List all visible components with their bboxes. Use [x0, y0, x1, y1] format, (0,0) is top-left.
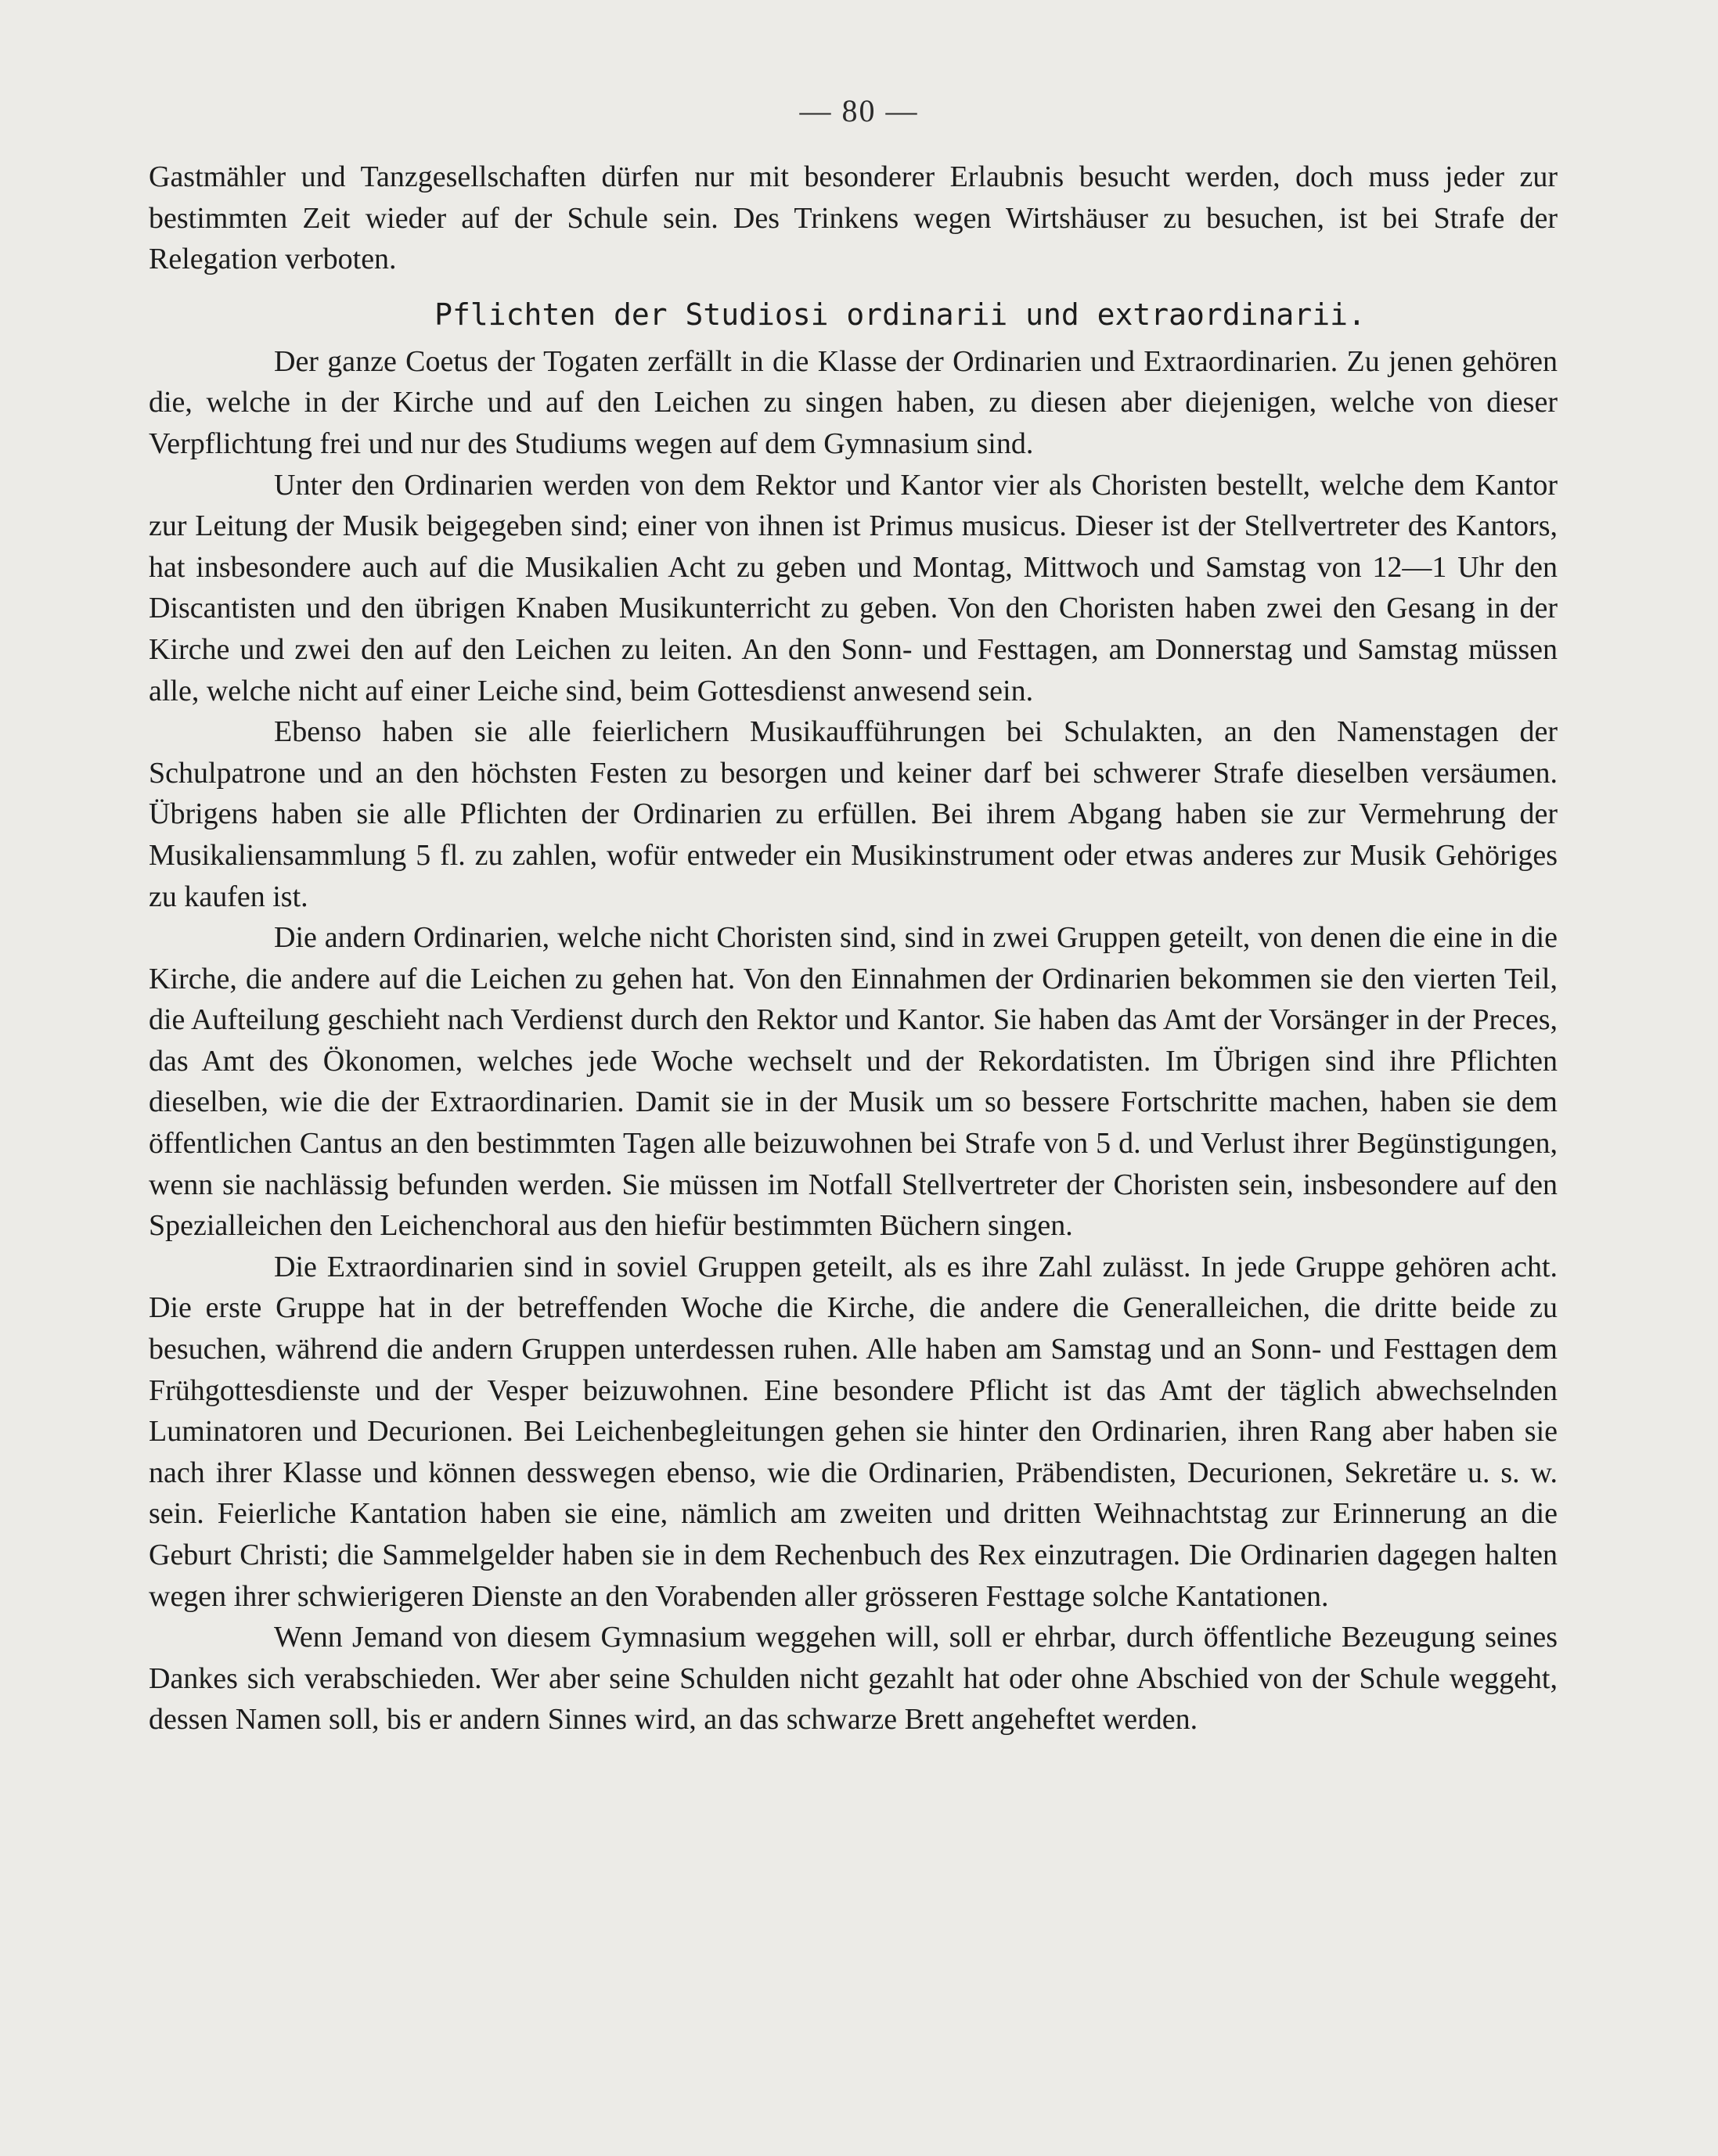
intro-paragraph: Gastmähler und Tanzgesellschaften dürfen nur mit besonderer Erlaubnis besucht werden, doch muss jeder zur bestimmten Zeit wieder auf der Schule sein. Des Trinkens wegen Wirtshäuser zu besuchen, ist bei Strafe der Relegation verboten.	[149, 160, 1558, 276]
paragraph-musikauffuehrungen: Ebenso haben sie alle feierlichern Musikaufführungen bei Schulakten, an den Namenstagen der Schulpatrone und an den höchsten Festen zu besorgen und keiner darf bei schwerer Strafe dieselben versäumen. Übrigens haben sie alle Pflichten der Ordinarien zu erfüllen. Bei ihrem Abgang haben sie zur Vermehrung der Musikaliensammlung 5 fl. zu zahlen, wofür entweder ein Musikinstrument oder etwas anderes zur Musik Gehöriges zu kaufen ist.	[149, 715, 1558, 913]
paragraph-andere-ordinarien: Die andern Ordinarien, welche nicht Choristen sind, sind in zwei Gruppen geteilt, von denen die eine in die Kirche, die andere auf die Leichen zu gehen hat. Von den Einnahmen der Ordinarien bekommen sie den vierten Teil, die Aufteilung geschieht nach Verdienst durch den Rektor und Kantor. Sie haben das Amt der Vorsänger in der Preces, das Amt des Ökonomen, welches jede Woche wechselt und der Rekordatisten. Im Übrigen sind ihre Pflichten dieselben, wie die der Extraordinarien. Damit sie in der Musik um so bessere Fortschritte machen, haben sie dem öffentlichen Cantus an den bestimmten Tagen alle beizuwohnen bei Strafe von 5 d. und Verlust ihrer Begünstigungen, wenn sie nachlässig befunden werden. Sie müssen im Notfall Stellvertreter der Choristen sein, insbesondere auf den Spezialleichen den Leichenchoral aus den hiefür bestimmten Büchern singen.	[149, 921, 1558, 1243]
paragraph-extraordinarien: Die Extraordinarien sind in soviel Gruppen geteilt, als es ihre Zahl zulässt. In jede Gruppe gehören acht. Die erste Gruppe hat in der betreffenden Woche die Kirche, die andere die Generalleichen, die dritte beide zu besuchen, während die andern Gruppen unterdessen ruhen. Alle haben am Samstag und an Sonn- und Festtagen dem Frühgottesdienste und der Vesper beizuwohnen. Eine besondere Pflicht ist das Amt der täglich abwechselnden Luminatoren und Decurionen. Bei Leichenbegleitungen gehen sie hinter den Ordinarien, ihren Rang aber haben sie nach ihrer Klasse und können desswegen ebenso, wie die Ordinarien, Präbendisten, Decurionen, Sekretäre u. s. w. sein. Feierliche Kantation haben sie eine, nämlich am zweiten und dritten Weihnachtstag zur Erinnerung an die Geburt Christi; die Sammelgelder haben sie in dem Rechenbuch des Rex einzutragen. Die Ordinarien dagegen halten wegen ihrer schwierigeren Dienste an den Vorabenden aller grösseren Festtage solche Kantationen.	[149, 1250, 1558, 1613]
paragraph-ordinarien-extraordinarien: Der ganze Coetus der Togaten zerfällt in die Klasse der Ordinarien und Extraordinarien. Zu jenen gehören die, welche in der Kirche und auf den Leichen zu singen haben, zu diesen aber diejenigen, welche von dieser Verpflichtung frei und nur des Studiums wegen auf dem Gymnasium sind.	[149, 344, 1558, 460]
paragraph-abschied: Wenn Jemand von diesem Gymnasium weggehen will, soll er ehrbar, durch öffentliche Bezeugung seines Dankes sich verabschieden. Wer aber seine Schulden nicht gezahlt hat oder ohne Abschied von der Schule weggeht, dessen Namen soll, bis er andern Sinnes wird, an das schwarze Brett angeheftet werden.	[149, 1621, 1558, 1737]
section-heading: Pflichten der Studiosi ordinarii und extraordinarii.	[434, 297, 1366, 332]
paragraph-choristen: Unter den Ordinarien werden von dem Rektor und Kantor vier als Choristen bestellt, welche dem Kantor zur Leitung der Musik beigegeben sind; einer von ihnen ist Primus musicus. Dieser ist der Stellvertreter des Kantors, hat insbesondere auch auf die Musikalien Acht zu geben und Montag, Mittwoch und Samstag von 12—1 Uhr den Discantisten und den übrigen Knaben Musikunterricht zu geben. Von den Choristen haben zwei den Gesang in der Kirche und zwei den auf den Leichen zu leiten. An den Sonn- und Festtagen, am Donnerstag und Samstag müssen alle, welche nicht auf einer Leiche sind, beim Gottesdienst anwesend sein.	[149, 468, 1558, 707]
page-number: — 80 —	[799, 93, 919, 128]
body-text	[149, 157, 1558, 1740]
